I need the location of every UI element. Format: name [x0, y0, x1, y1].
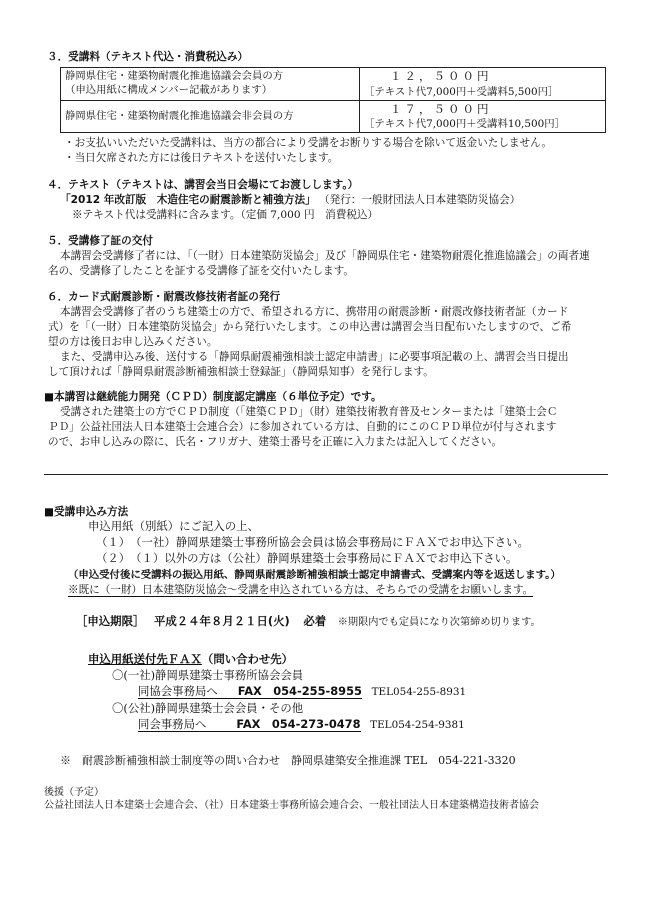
- fee-member-price: １２，５００円 ［テキスト代7,000円＋受講料5,500円］: [360, 68, 606, 101]
- apply-item-1: （１） （一社）静岡県建築士事務所協会会員は協会事務局にＦＡＸでお申込下さい。: [96, 535, 529, 549]
- apply-item-2: （２） （１）以外の方は（公社）静岡県建築士会事務局にＦＡＸでお申込下さい。: [96, 551, 518, 565]
- contact-heading: 申込用紙送付先ＦＡＸ: [88, 652, 202, 666]
- contact-tel-1: TEL054-255-8931: [371, 686, 467, 698]
- contact-tel-2: TEL054-254-9381: [370, 719, 465, 731]
- contact-office-2: 同会事務局へ: [138, 717, 207, 731]
- contact-heading-sub: （問い合わせ先）: [201, 652, 294, 666]
- section4-heading: ４．テキスト（テキストは、講習会当日会場にてお渡しします。）: [47, 179, 359, 191]
- contact-org-2: 〇(公社)静岡県建築士会会員・その他: [112, 701, 304, 715]
- section5-heading: ５．受講修了証の交付: [47, 235, 153, 247]
- cpd-heading: ■本講習は継続能力開発（ＣＰＤ）制度認定講座（６単位予定）です。: [44, 391, 382, 403]
- table-row: [61, 100, 606, 133]
- section3-heading: ３．受講料（テキスト代込・消費税込み）: [47, 51, 249, 63]
- contact-office-1: 同協会事務局へ: [138, 684, 218, 698]
- paragraph-line: 本講習会受講修了者のうち建築士の方で、希望される方に、携帯用の耐震診断・耐震改修技術者証（カード: [60, 306, 569, 318]
- refund-note: ・お支払いいただいた受講料は、当方の都合により受講をお断りする場合を除いて返金いたしません。: [64, 137, 552, 149]
- paragraph-line: 式）を「（一財）日本建築防災協会」から発行いたします。この申込書は講習会当日配布いたしますので、ご希: [48, 321, 572, 333]
- divider: [44, 474, 608, 475]
- text-publisher: （発行：一般財団法人日本建築防災協会）: [319, 194, 521, 206]
- text-title: 「2012 年改訂版 木造住宅の耐震診断と補強方法」: [60, 194, 316, 206]
- paragraph-line: 名の、受講修了したことを証する受講修了証を交付いたします。: [48, 265, 354, 277]
- deadline-note: ※期限内でも定員になり次第締め切ります。: [337, 617, 541, 628]
- support-orgs: 公益社団法人日本建築士会連合会、（社）日本建築士事務所協会連合会、一般社団法人日本建築構造技術者協会: [44, 800, 539, 811]
- fee-nonmember-price: １７，５００円 ［テキスト代7,000円＋受講料10,500円］: [360, 100, 606, 133]
- paragraph-line: 本講習会受講修了者には、「（一財）日本建築防災協会」及び「静岡県住宅・建築物耐震化推進協議会」の両者連: [60, 250, 590, 262]
- fee-nonmember-label: 静岡県住宅・建築物耐震化推進協議会非会員の方: [61, 100, 360, 133]
- paragraph-line: して頂ければ「静岡県耐震診断補強相談士登録証」（静岡県知事）を発行します。: [48, 366, 434, 378]
- apply-intro: 申込用紙（別紙）にご記入の上、: [88, 519, 259, 533]
- paragraph-line: 受講された建築士の方でＣＰＤ制度（「建築ＣＰＤ」（財）建築技術教育普及センターまたは「建築士会Ｃ: [60, 406, 558, 418]
- fee-member-label: 静岡県住宅・建築物耐震化推進協議会会員の方 （申込用紙に構成メンバー記載があります）: [61, 68, 360, 101]
- deadline-date: 平成２４年８月２１日(火): [153, 614, 290, 628]
- contact-org-1: 〇(一社)静岡県建築士事務所協会会員: [112, 668, 304, 682]
- inquiry-line: ※ 耐震診断補強相談士制度等の問い合わせ 静岡県建築安全推進課 TEL 054-221-3320: [60, 754, 516, 767]
- apply-existing-note: ※既に（一財）日本建築防災協会～受講を申込されている方は、そちらでの受講をお願いします。: [68, 584, 534, 596]
- apply-heading: ■受講申込み方法: [44, 506, 129, 518]
- fee-table: [60, 67, 606, 133]
- deadline-label: ［申込期限］: [76, 614, 145, 628]
- paragraph-line: ので、お申し込みの際に、氏名・フリガナ、建築士番号を正確に入力または記入してください。: [48, 436, 503, 448]
- paragraph-line: ＰＤ」公益社団法人日本建築士会連合会）に参加されている方は、自動的にこのＣＰＤ単位が付与されます: [48, 421, 557, 433]
- text-price-note: ※テキスト代は受講料に含みます。（定価 7,000 円 消費税込）: [72, 209, 379, 221]
- apply-return-note: （申込受付後に受講料の振込用紙、静岡県耐震診断補強相談士認定申請書式、受講案内等を返送します。）: [68, 569, 561, 581]
- deadline-required: 必着: [303, 614, 327, 628]
- paragraph-line: 望の方は後日お申し込みください。: [48, 336, 218, 348]
- section6-heading: ６．カード式耐震診断・耐震改修技術者証の発行: [47, 291, 281, 303]
- support-label: 後援（予定）: [44, 787, 104, 798]
- table-row: [61, 68, 606, 101]
- absent-note: ・当日欠席された方には後日テキストを送付いたします。: [64, 152, 339, 164]
- contact-fax-1: FAX 054-255-8955: [218, 684, 362, 699]
- paragraph-line: また、受講申込み後、送付する「静岡県耐震補強相談士認定申請書」に必要事項記載の上、講習会当日提出: [60, 351, 569, 363]
- contact-fax-2: FAX 054-273-0478: [206, 717, 360, 732]
